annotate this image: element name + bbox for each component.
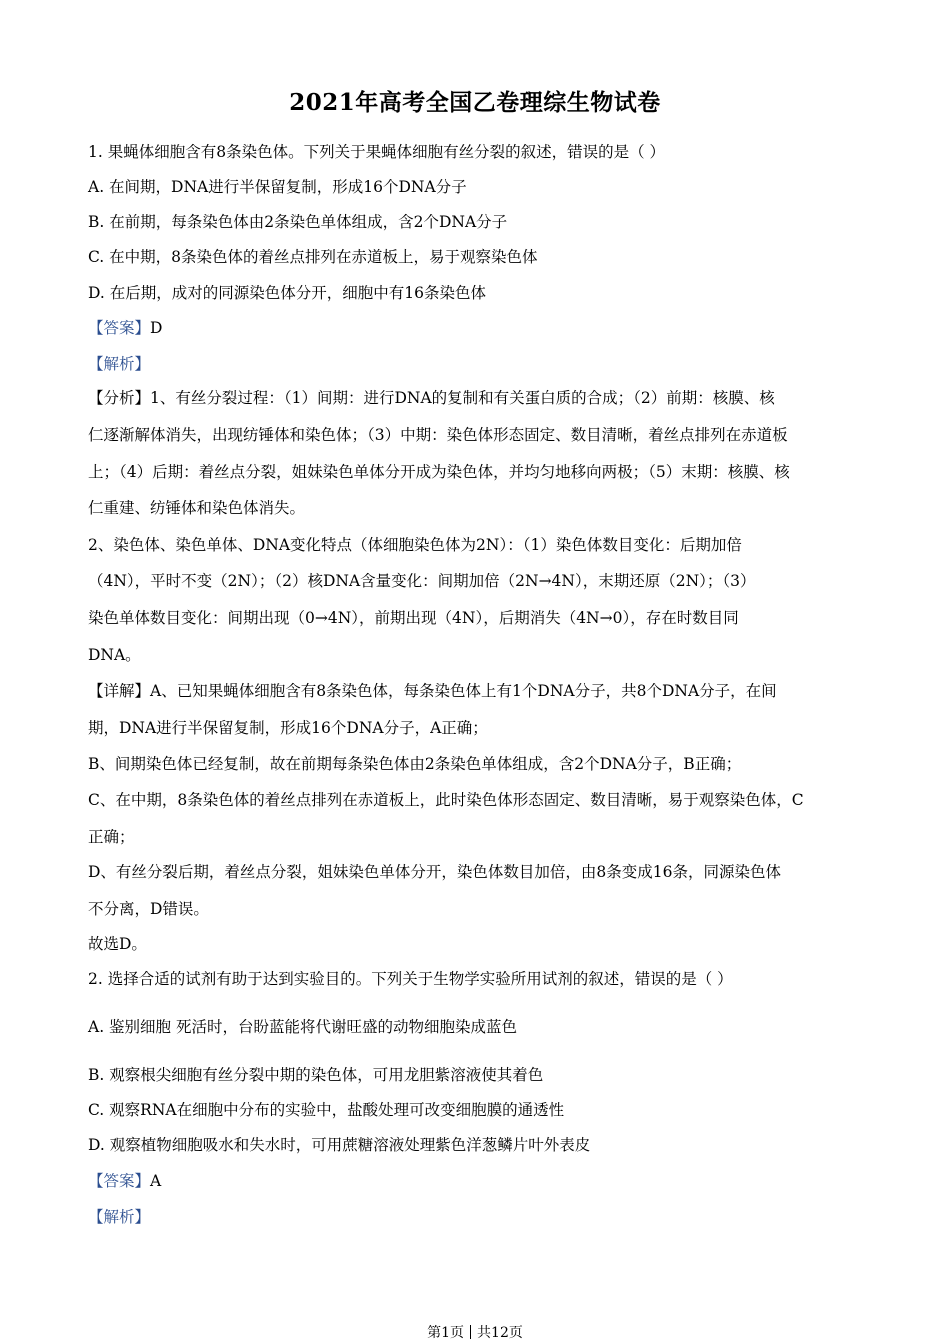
- answer-value: D: [150, 319, 163, 337]
- analysis-line: 上；（4）后期：着丝点分裂，姐妹染色单体分开成为染色体，并均匀地移向两极；（5）末期：核膜、核: [88, 463, 790, 481]
- detail-line: C、在中期，8条染色体的着丝点排列在赤道板上，此时染色体形态固定、数目清晰，易于观察染色体，C: [88, 791, 804, 809]
- answer-tag: 【答案】: [88, 1172, 151, 1190]
- q1-answer: [88, 317, 868, 339]
- detail-line: 【详解】A、已知果蝇体细胞含有8条染色体，每条染色体上有1个DNA分子，共8个DNA分子，在间: [88, 682, 777, 700]
- q1-option-a: A. 在间期，DNA进行半保留复制，形成16个DNA分子: [88, 178, 467, 196]
- detail-line: 期，DNA进行半保留复制，形成16个DNA分子，A正确；: [88, 719, 488, 737]
- question-1-stem: 1. 果蝇体细胞含有8条染色体。下列关于果蝇体细胞有丝分裂的叙述，错误的是（ ）: [88, 143, 666, 161]
- question-2-stem: 2. 选择合适的试剂有助于达到实验目的。下列关于生物学实验所用试剂的叙述，错误的是（ ）: [88, 970, 733, 988]
- answer-tag: 【答案】: [88, 319, 151, 337]
- page-title: 2021年高考全国乙卷理综生物试卷: [289, 89, 661, 116]
- page-footer: [0, 1322, 950, 1342]
- detail-line: D、有丝分裂后期，着丝点分裂，姐妹染色单体分开，染色体数目加倍，由8条变成16条，同源染色体: [88, 863, 782, 881]
- analysis-line: 仁重建、纺锤体和染色体消失。: [88, 499, 306, 517]
- conclusion-line: 故选D。: [88, 935, 147, 953]
- q2-option-b: B. 观察根尖细胞有丝分裂中期的染色体，可用龙胆紫溶液使其着色: [88, 1066, 544, 1084]
- q2-answer: [88, 1170, 868, 1192]
- analysis-line: DNA。: [88, 646, 141, 664]
- detail-line: 正确；: [88, 828, 135, 846]
- analysis-line: 2、染色体、染色单体、DNA变化特点（体细胞染色体为2N）：（1）染色体数目变化：后期加倍: [88, 536, 742, 554]
- q2-option-c: C. 观察RNA在细胞中分布的实验中，盐酸处理可改变细胞膜的通透性: [88, 1101, 565, 1119]
- analysis-line: 染色单体数目变化：间期出现（0→4N），前期出现（4N），后期消失（4N→0），存在时数目同: [88, 609, 739, 627]
- detail-line: B、间期染色体已经复制，故在前期每条染色体由2条染色单体组成，含2个DNA分子，B正确；: [88, 755, 742, 773]
- q2-jiexi-tag: 【解析】: [88, 1208, 151, 1226]
- q1-option-c: C. 在中期，8条染色体的着丝点排列在赤道板上，易于观察染色体: [88, 248, 538, 266]
- page-total: 共12页: [477, 1325, 523, 1341]
- detail-line: 不分离，D错误。: [88, 900, 209, 918]
- analysis-line: 仁逐渐解体消失，出现纺锤体和染色体；（3）中期：染色体形态固定、数目清晰，着丝点排列在赤道板: [88, 426, 788, 444]
- q2-option-d: D. 观察植物细胞吸水和失水时，可用蔗糖溶液处理紫色洋葱鳞片叶外表皮: [88, 1136, 591, 1154]
- answer-value: A: [150, 1172, 162, 1190]
- q1-option-b: B. 在前期，每条染色体由2条染色单体组成，含2个DNA分子: [88, 213, 508, 231]
- page-number: 第1页: [427, 1325, 465, 1341]
- analysis-line: 【分析】1、有丝分裂过程：（1）间期：进行DNA的复制和有关蛋白质的合成；（2）前期：核膜、核: [88, 389, 775, 407]
- q1-jiexi-tag: 【解析】: [88, 355, 151, 373]
- q2-option-a: A. 鉴别细胞 死活时，台盼蓝能将代谢旺盛的动物细胞染成蓝色: [88, 1018, 517, 1036]
- footer-divider: [470, 1325, 471, 1339]
- analysis-line: （4N），平时不变（2N）；（2）核DNA含量变化：间期加倍（2N→4N），末期还原（2N）；（3）: [88, 572, 756, 590]
- q1-option-d: D. 在后期，成对的同源染色体分开，细胞中有16条染色体: [88, 284, 486, 302]
